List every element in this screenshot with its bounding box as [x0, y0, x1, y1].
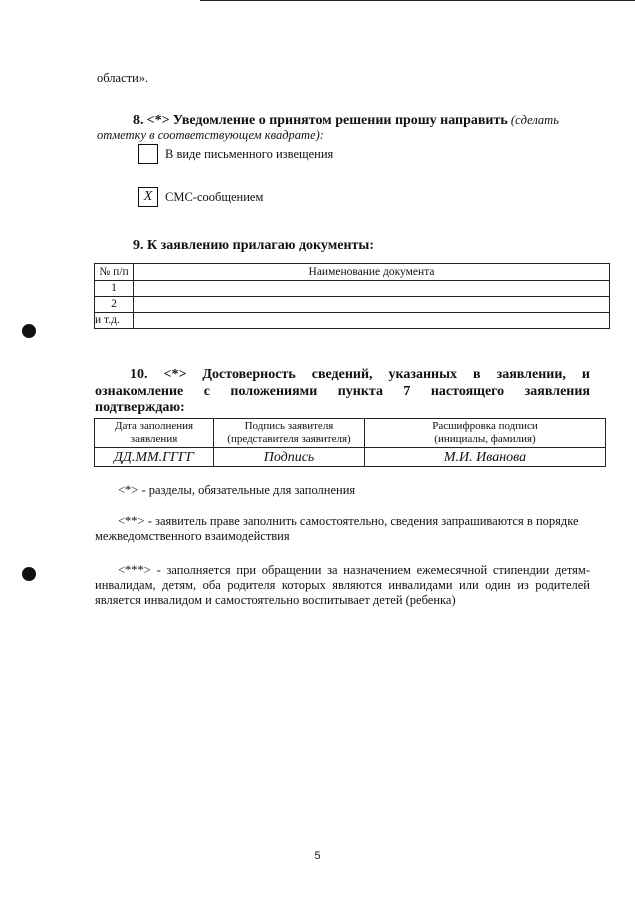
section8-heading [133, 113, 593, 128]
note-stipend-line2: инвалидам, детям, оба родителя которых являются инвалидами или один из родителей [95, 578, 590, 592]
page-number: 5 [314, 850, 321, 862]
note-stipend-line3: является инвалидом и самостоятельно воспитывает детей (ребенка) [95, 593, 456, 607]
section8-hint-2: отметку в соответствующем квадрате): [97, 128, 324, 142]
section10-line3: подтверждаю: [95, 400, 185, 415]
section8-title: Уведомление о принятом решении прошу направить [172, 113, 508, 128]
section8-number: 8. [133, 113, 144, 128]
table-row [95, 297, 610, 313]
note-optional-line1: <**> - заявитель праве заполнить самостоятельно, сведения запрашиваются в порядке [118, 514, 579, 528]
section9-title: 9. К заявлению прилагаю документы: [133, 238, 375, 253]
header-date [95, 419, 214, 448]
checkbox-written-notice[interactable] [138, 144, 158, 164]
option-written-notice-label: В виде письменного извещения [165, 147, 334, 161]
note-required-sections: <*> - разделы, обязательные для заполнения [118, 483, 356, 497]
date-value[interactable]: ДД.ММ.ГГГГ [95, 448, 214, 467]
row-document-name[interactable] [134, 297, 610, 313]
header-signature [214, 419, 365, 448]
row-number: 2 [95, 297, 134, 313]
section8-hint-1: (сделать [510, 113, 559, 127]
section8-marker: <*> [146, 113, 170, 128]
signature-table [94, 418, 606, 467]
continued-text: области». [97, 71, 149, 85]
table-header-row [95, 264, 610, 281]
row-number: и т.д. [95, 313, 134, 329]
note-optional-line2: межведомственного взаимодействия [95, 529, 290, 543]
header-transcript-line2: (инициалы, фамилия) [434, 433, 536, 445]
col-header-document-name: Наименование документа [134, 264, 610, 281]
col-header-number: № п/п [95, 264, 134, 281]
option-sms-label: СМС-сообщением [165, 190, 264, 204]
signature-header-row [95, 419, 606, 448]
header-transcript [365, 419, 606, 448]
signature-value[interactable]: Подпись [214, 448, 365, 467]
row-document-name[interactable] [134, 313, 610, 329]
row-document-name[interactable] [134, 281, 610, 297]
header-signature-line1: Подпись заявителя [244, 420, 334, 432]
section10-line1: 10. <*> Достоверность сведений, указанных в заявлении, и [130, 367, 590, 382]
top-border-line [200, 0, 635, 1]
header-date-line2: заявления [130, 433, 178, 445]
table-row [95, 281, 610, 297]
punch-hole-top [22, 324, 36, 338]
transcript-value[interactable]: М.И. Иванова [365, 448, 606, 467]
header-signature-line2: (представителя заявителя) [227, 433, 351, 445]
header-date-line1: Дата заполнения [114, 420, 194, 432]
documents-table [94, 263, 610, 329]
note-stipend-line1: <***> - заполняется при обращении за назначением ежемесячной стипендии детям- [118, 563, 590, 577]
punch-hole-bottom [22, 567, 36, 581]
table-row [95, 313, 610, 329]
section10-line2: ознакомление с положениями пункта 7 настоящего заявления [95, 384, 590, 399]
header-transcript-line1: Расшифровка подписи [432, 420, 538, 432]
signature-value-row [95, 448, 606, 467]
checkbox-sms[interactable]: X [138, 187, 158, 207]
row-number: 1 [95, 281, 134, 297]
